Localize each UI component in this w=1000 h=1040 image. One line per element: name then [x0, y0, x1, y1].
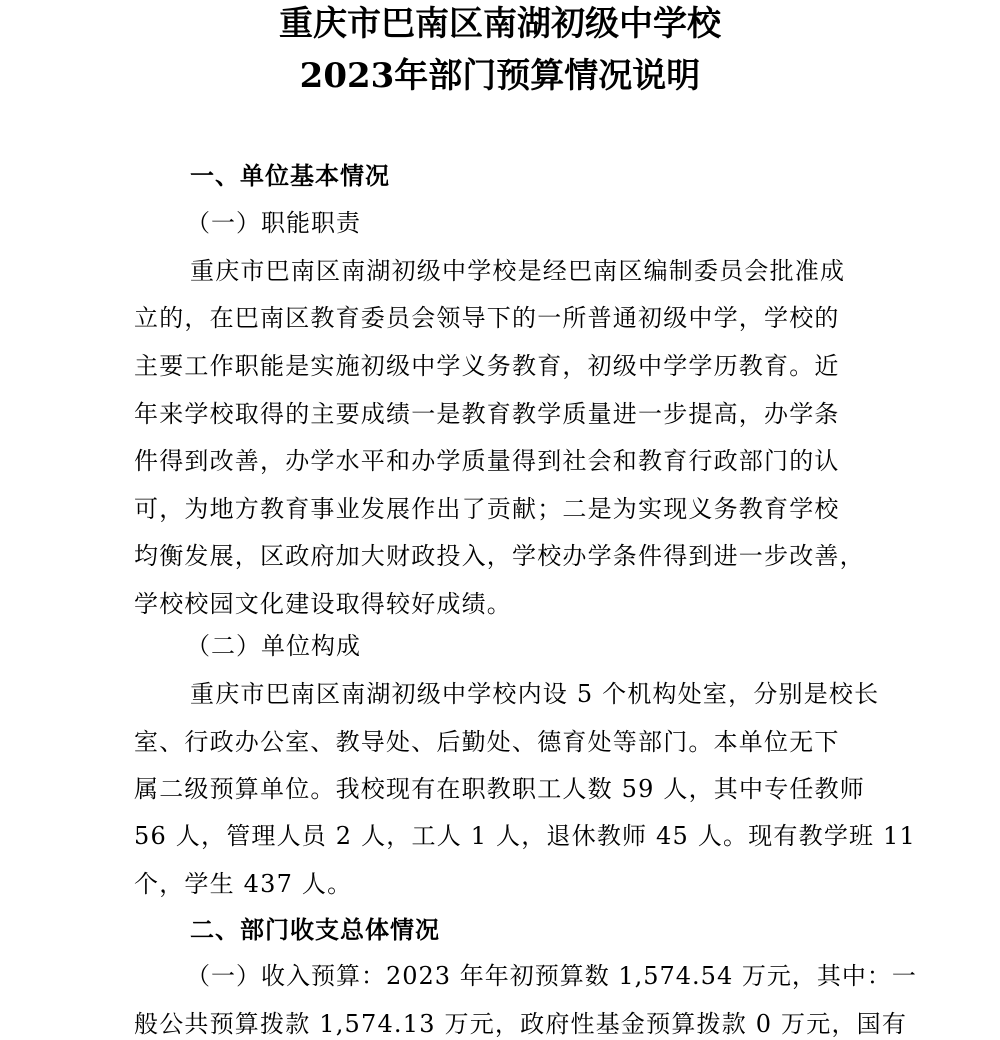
paragraph-line: 个，学生 437 人。	[134, 870, 353, 898]
paragraph-line: 可，为地方教育事业发展作出了贡献；二是为实现义务教育学校	[134, 495, 840, 523]
subsection-heading-composition: （二）单位构成	[186, 632, 361, 660]
paragraph-line: 属二级预算单位。我校现有在职教职工人数 59 人，其中专任教师	[134, 775, 865, 803]
document-title-line-2: 2023年部门预算情况说明	[299, 56, 701, 96]
paragraph-line: 件得到改善，办学水平和办学质量得到社会和教育行政部门的认	[134, 447, 840, 475]
subsection-heading-duties: （一）职能职责	[186, 209, 361, 237]
paragraph-line: 56 人，管理人员 2 人，工人 1 人，退休教师 45 人。现有教学班 11	[134, 822, 916, 850]
paragraph-line: （一）收入预算：2023 年年初预算数 1,574.54 万元，其中：一	[186, 962, 917, 990]
paragraph-line: 主要工作职能是实施初级中学义务教育，初级中学学历教育。近	[134, 352, 840, 380]
document-title-line-1: 重庆市巴南区南湖初级中学校	[279, 4, 721, 44]
paragraph-line: 室、行政办公室、教导处、后勤处、德育处等部门。本单位无下	[134, 728, 840, 756]
paragraph-line: 重庆市巴南区南湖初级中学校是经巴南区编制委员会批准成	[190, 257, 846, 285]
paragraph-line: 重庆市巴南区南湖初级中学校内设 5 个机构处室，分别是校长	[190, 680, 880, 708]
paragraph-line: 年来学校取得的主要成绩一是教育教学质量进一步提高，办学条	[134, 400, 840, 428]
paragraph-line: 均衡发展，区政府加大财政投入，学校办学条件得到进一步改善，	[134, 542, 865, 570]
section-heading-basic-info: 一、单位基本情况	[190, 161, 390, 190]
section-heading-budget-overview: 二、部门收支总体情况	[190, 915, 440, 944]
paragraph-line: 般公共预算拨款 1,574.13 万元，政府性基金预算拨款 0 万元，国有	[134, 1010, 908, 1038]
paragraph-line: 学校校园文化建设取得较好成绩。	[134, 590, 512, 618]
paragraph-line: 立的，在巴南区教育委员会领导下的一所普通初级中学，学校的	[134, 304, 840, 332]
